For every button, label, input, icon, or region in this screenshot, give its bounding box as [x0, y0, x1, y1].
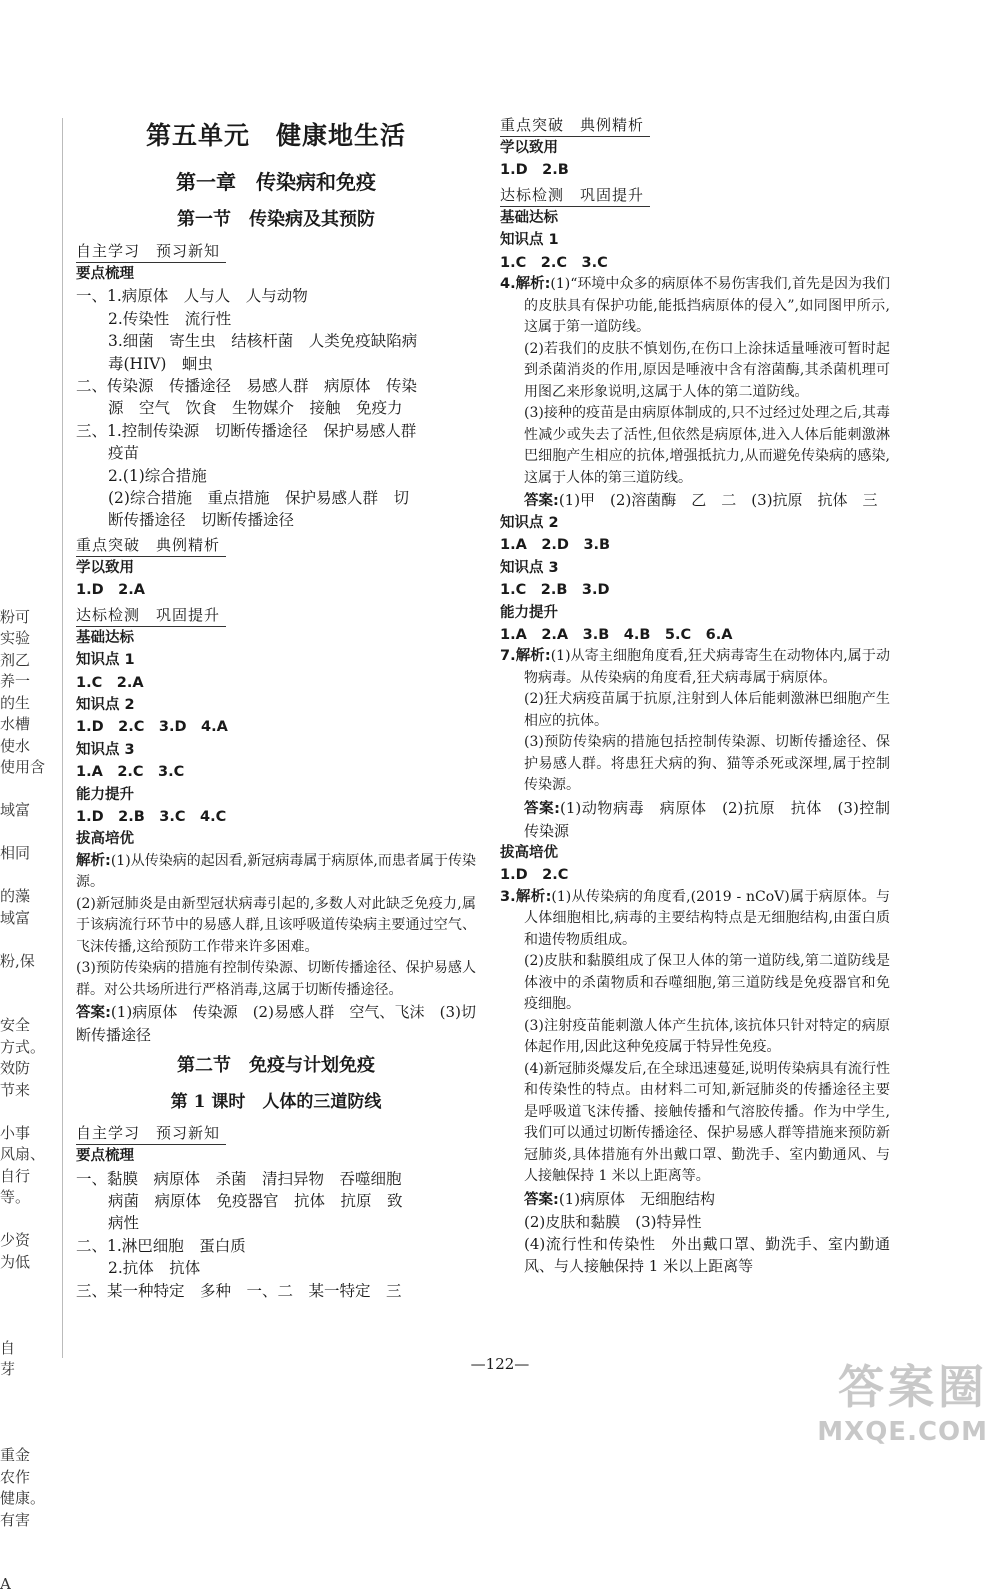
explanation-label: 解析: — [76, 852, 111, 869]
watermark-text: 答案圈 — [838, 1360, 988, 1414]
margin-fragment — [0, 994, 58, 1016]
list-item: 二、1.淋巴细胞 蛋白质 — [76, 1236, 246, 1255]
answer-text: (1)病原体 无细胞结构 — [558, 1189, 716, 1208]
margin-fragment: 实验 — [0, 629, 31, 647]
explanation-text: (3)预防传染病的措施有控制传染源、切断传播途径、保护易感人群。对公共场所进行严格消毒,这属于切断传播途径。 — [76, 960, 476, 998]
margin-fragment — [0, 521, 58, 543]
margin-fragment: 安全 — [0, 1016, 31, 1034]
answer-label: 答案: — [76, 1005, 111, 1022]
answer — [500, 797, 890, 842]
answer-line: 1.D 2.B — [500, 162, 569, 179]
answer — [76, 1001, 476, 1046]
margin-fragment: 为低 — [0, 1252, 31, 1271]
margin-fragment — [0, 499, 58, 521]
explanation-text: (2)新冠肺炎是由新型冠状病毒引起的,多数人对此缺乏免疫力,属于该病流行环节中的易感人群,且该呼吸道传染病主要通过空气、飞沫传播,这给预防工作带来许多困难。 — [76, 895, 476, 955]
lesson-title: 第 1 课时 人体的三道防线 — [170, 1092, 382, 1113]
margin-fragment: 有害 — [0, 1510, 31, 1529]
unit-title: 第五单元 健康地生活 — [145, 121, 406, 150]
answer-line: 1.D 2.C — [500, 867, 569, 884]
list-item: 病菌 病原体 免疫器官 抗体 抗原 致 — [108, 1192, 403, 1211]
list-item: 二、传染源 传播途径 易感人群 病原体 传染 — [76, 377, 418, 396]
list-item: 2.(1)综合措施 — [108, 466, 207, 485]
margin-fragment: 养一 — [0, 672, 31, 690]
answer-label: 答案: — [524, 493, 559, 510]
margin-fragment — [0, 370, 58, 392]
answer-line: 1.A 2.C 3.C — [76, 764, 185, 781]
list-item: 一、1.病原体 人与人 人与动物 — [76, 287, 308, 306]
page-number: —122— — [470, 1355, 530, 1373]
subheading: 要点梳理 — [76, 266, 134, 282]
list-item: 三、1.控制传染源 切断传播途径 保护易感人群 — [76, 421, 417, 440]
section-banner: 自主学习 预习新知 — [76, 1122, 226, 1145]
margin-fragment — [0, 478, 58, 500]
explanation-text: (2)皮肤和黏膜组成了保卫人体的第一道防线,第二道防线是体液中的杀菌物质和吞噬细胞,第三道防线是免疫器官和免疫细胞。 — [524, 953, 890, 1013]
margin-fragment — [0, 392, 58, 414]
list-item: 2.传染性 流行性 — [108, 309, 232, 328]
subheading: 拔高培优 — [500, 844, 558, 861]
margin-fragment — [0, 564, 58, 586]
subheading: 知识点 1 — [76, 652, 135, 669]
chapter-title: 第一章 传染病和免疫 — [176, 170, 376, 194]
margin-fragment — [0, 1402, 58, 1424]
section-banner: 达标检测 巩固提升 — [76, 604, 226, 627]
list-item: 一、黏膜 病原体 杀菌 清扫异物 吞噬细胞 — [76, 1169, 402, 1188]
explanation — [500, 887, 890, 952]
right-column — [500, 112, 890, 1277]
answer-line: 1.D 2.A — [76, 582, 145, 599]
answer-line: 1.C 2.B 3.D — [500, 582, 610, 599]
section-banner: 自主学习 预习新知 — [76, 240, 226, 263]
subheading: 能力提升 — [500, 604, 558, 621]
margin-fragment: 小事 — [0, 1123, 31, 1142]
margin-fragment — [0, 865, 58, 887]
margin-fragment — [0, 1531, 58, 1553]
margin-fragment: 域富 — [0, 908, 31, 927]
explanation-label: 7.解析: — [500, 648, 551, 665]
answer-line: 1.C 2.A — [76, 674, 144, 691]
section-title: 第二节 免疫与计划免疫 — [177, 1055, 375, 1077]
answer-text: (1)甲 (2)溶菌酶 乙 二 (3)抗原 抗体 三 — [558, 491, 878, 510]
subheading: 拔高培优 — [76, 831, 134, 848]
adjacent-page-margin — [0, 370, 58, 1596]
explanation-label: 3.解析: — [500, 888, 552, 905]
list-item: 源 空气 饮食 生物媒介 接触 免疫力 — [108, 399, 403, 418]
margin-fragment: 自行 — [0, 1166, 31, 1185]
section-banner: 重点突破 典例精析 — [76, 534, 226, 557]
list-item: (2)综合措施 重点措施 保护易感人群 切 — [108, 489, 409, 508]
margin-fragment — [0, 1209, 58, 1231]
list-item: 3.细菌 寄生虫 结核杆菌 人类免疫缺陷病 — [108, 332, 418, 351]
explanation-label: 4.解析: — [500, 276, 551, 293]
answer-label: 答案: — [524, 800, 560, 817]
explanation-text: (2)若我们的皮肤不慎划伤,在伤口上涂抹适量唾液可暂时起到杀菌消炎的作用,原因是唾液中含有溶菌酶,其杀菌机理可用图乙来形象说明,这属于人体的第二道防线。 — [524, 340, 890, 400]
explanation-text: (3)接种的疫苗是由病原体制成的,只不过经过处理之后,其毒性减少或失去了活性,但依然是病原体,进入人体后能刺激淋巴细胞产生相应的抗体,增强抵抗力,从而避免传染病的感染,这属于人体的第三道防线。 — [524, 405, 890, 486]
margin-fragment: 方式。 — [0, 1037, 46, 1056]
answer-line: 1.A 2.D 3.B — [500, 537, 611, 554]
subheading: 知识点 3 — [500, 559, 559, 576]
margin-fragment — [0, 972, 58, 994]
margin-fragment: 水槽 — [0, 715, 31, 733]
section-title: 第一节 传染病及其预防 — [177, 209, 375, 230]
section-banner: 重点突破 典例精析 — [500, 114, 650, 137]
margin-fragment — [0, 1316, 58, 1338]
margin-fragment — [0, 1295, 58, 1317]
margin-fragment — [0, 542, 58, 564]
margin-fragment — [0, 435, 58, 457]
margin-fragment: 重金 — [0, 1446, 31, 1464]
margin-fragment: 健康。 — [0, 1489, 46, 1507]
explanation-text: (1)从寄主细胞角度看,狂犬病毒寄生在动物体内,属于动物病毒。从传染病的角度看,狂犬病毒属于病原体。 — [524, 648, 890, 686]
margin-fragment: A — [0, 1575, 11, 1593]
answer — [500, 1188, 890, 1211]
margin-fragment: 等。 — [0, 1188, 31, 1206]
answer-text: (2)皮肤和黏膜 (3)特异性 — [524, 1212, 702, 1231]
column-divider — [62, 118, 63, 1358]
explanation-text: (3)预防传染病的措施包括控制传染源、切断传播途径、保护易感人群。将患狂犬病的狗、猫等杀死或深埋,属于控制传染源。 — [524, 734, 890, 794]
margin-fragment — [0, 1553, 58, 1575]
margin-fragment: 芽 — [0, 1360, 16, 1378]
margin-fragment: 的生 — [0, 693, 31, 712]
margin-fragment — [0, 929, 58, 951]
answer-label: 答案: — [524, 1191, 559, 1208]
answer-line: 1.D 2.C 3.D 4.A — [76, 719, 228, 736]
explanation-text: (1)“环境中众多的病原体不易伤害我们,首先是因为我们的皮肤具有保护功能,能抵挡病原体的侵入”,如同图甲所示,这属于第一道防线。 — [524, 276, 890, 336]
subheading: 知识点 2 — [76, 696, 135, 713]
explanation-text: (2)狂犬病疫苗属于抗原,注射到人体后能刺激淋巴细胞产生相应的抗体。 — [524, 691, 890, 729]
answer-line: 1.C 2.C 3.C — [500, 254, 608, 271]
explanation — [500, 274, 890, 339]
margin-fragment: 的藻 — [0, 887, 31, 905]
margin-fragment: 相同 — [0, 844, 31, 862]
margin-fragment: 剂乙 — [0, 650, 31, 669]
margin-fragment: 效防 — [0, 1059, 31, 1077]
subheading: 要点梳理 — [76, 1148, 134, 1165]
margin-fragment — [0, 585, 58, 607]
margin-fragment: 少资 — [0, 1231, 31, 1249]
margin-fragment — [0, 1273, 58, 1295]
subheading: 能力提升 — [76, 786, 134, 803]
list-item: 三、某一种特定 多种 一、二 某一特定 三 — [76, 1281, 402, 1300]
answer-text: (1)动物病毒 病原体 (2)抗原 抗体 (3)控制传染源 — [524, 798, 890, 840]
explanation — [76, 851, 476, 894]
margin-fragment — [0, 822, 58, 844]
subheading: 知识点 2 — [500, 515, 559, 532]
answer-text: (4)流行性和传染性 外出戴口罩、勤洗手、室内勤通风、与人接触保持 1 米以上距离等 — [524, 1234, 890, 1275]
explanation-text: (1)从传染病的起因看,新冠病毒属于病原体,而患者属于传染源。 — [76, 852, 476, 891]
answer-line: 1.D 2.B 3.C 4.C — [76, 808, 227, 825]
answer-line: 1.A 2.A 3.B 4.B 5.C 6.A — [500, 627, 733, 644]
margin-fragment: 域富 — [0, 801, 31, 819]
margin-fragment — [0, 456, 58, 478]
margin-fragment — [0, 1424, 58, 1446]
subheading: 基础达标 — [500, 209, 558, 226]
list-item: 毒(HIV) 蛔虫 — [108, 354, 213, 373]
margin-fragment: 使用含 — [0, 758, 46, 776]
explanation-text: (4)新冠肺炎爆发后,在全球迅速蔓延,说明传染病具有流行性和传染性的特点。由材料二可知,新冠肺炎的传播途径主要是呼吸道飞沫传播、接触传播和气溶胶传播。作为中学生,我们可以通过切断传播途径、保护易感人群等措施来预防新冠肺炎,具体措施有外出戴口罩、勤洗手、室内勤通风、与人接触保持 1 米以上距离等。 — [524, 1060, 890, 1185]
margin-fragment — [0, 413, 58, 435]
subheading: 学以致用 — [76, 559, 134, 576]
left-column — [76, 110, 476, 1302]
answer-text: (1)病原体 传染源 (2)易感人群 空气、飞沫 (3)切断传播途径 — [76, 1003, 476, 1045]
list-item: 病性 — [108, 1214, 140, 1233]
list-item: 疫苗 — [108, 444, 140, 463]
list-item: 2.抗体 抗体 — [108, 1259, 201, 1278]
watermark-logo — [788, 1351, 988, 1461]
explanation-text: (1)从传染病的角度看,(2019 - nCoV)属于病原体。与人体细胞相比,病毒的主要结构特点是无细胞结构,由蛋白质和遗传物质组成。 — [524, 888, 891, 948]
section-banner: 达标检测 巩固提升 — [500, 184, 650, 207]
subheading: 知识点 3 — [76, 741, 135, 758]
margin-fragment — [0, 779, 58, 801]
margin-fragment — [0, 1381, 58, 1403]
margin-fragment: 农作 — [0, 1467, 31, 1486]
margin-fragment: 自 — [0, 1338, 16, 1357]
margin-fragment: 使水 — [0, 736, 31, 755]
explanation — [500, 646, 890, 689]
margin-fragment: 粉可 — [0, 607, 31, 626]
margin-fragment: 粉,保 — [0, 951, 35, 970]
subheading: 知识点 1 — [500, 232, 559, 249]
watermark-url: MXQE.COM — [817, 1417, 988, 1447]
margin-fragment: 节来 — [0, 1080, 31, 1099]
subheading: 学以致用 — [500, 140, 558, 156]
margin-fragment — [0, 1101, 58, 1123]
subheading: 基础达标 — [76, 629, 134, 646]
explanation-text: (3)注射疫苗能刺激人体产生抗体,该抗体只针对特定的病原体起作用,因此这种免疫属于特异性免疫。 — [524, 1017, 890, 1056]
margin-fragment: 风扇、 — [0, 1145, 46, 1163]
answer — [500, 489, 890, 512]
list-item: 断传播途径 切断传播途径 — [108, 511, 295, 530]
